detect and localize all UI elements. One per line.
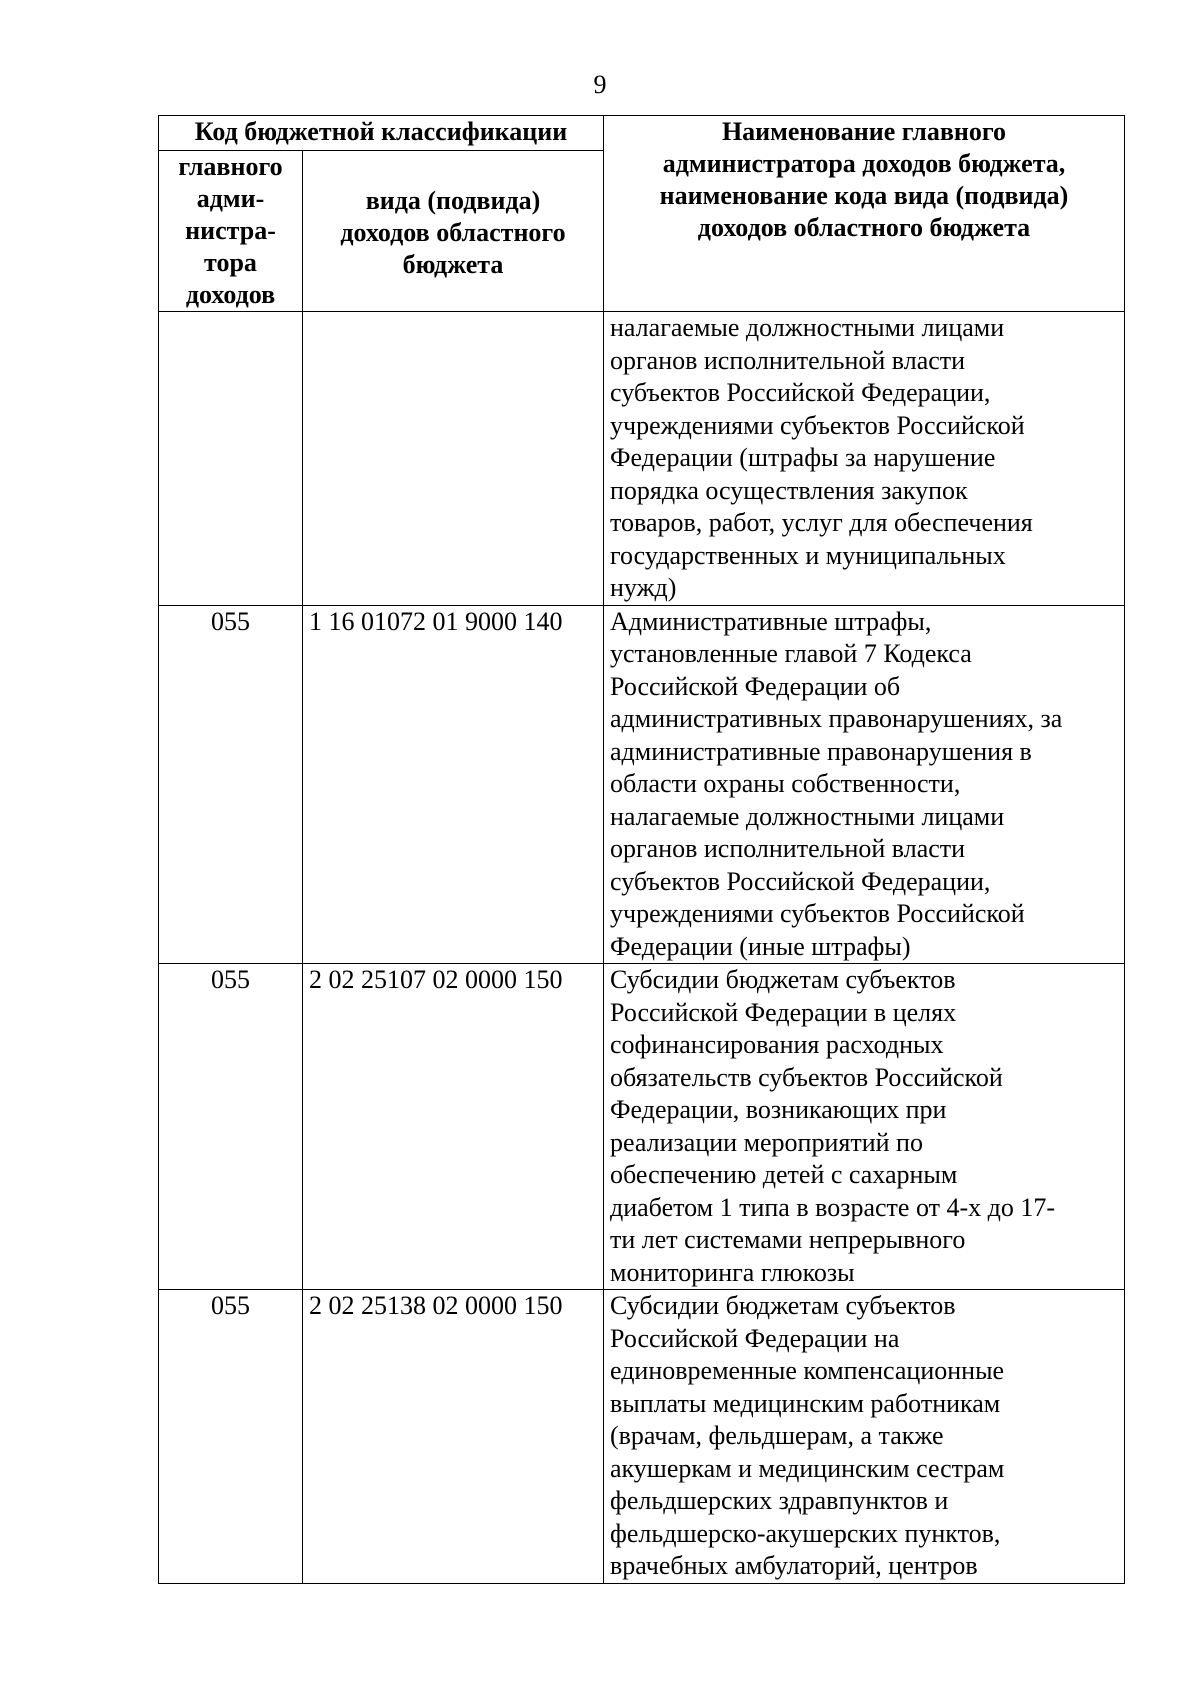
name-line: нужд) (610, 573, 677, 602)
name-line: налагаемые должностными лицами (610, 801, 1005, 831)
header-line: доходов областного бюджета (697, 213, 1031, 242)
income-name-cell (604, 964, 1125, 1290)
name-line: товаров, работ, услуг для обеспечения (610, 508, 1033, 537)
budget-classification-table (158, 115, 1125, 1584)
page-number: 9 (593, 70, 607, 99)
income-name-cell (604, 605, 1125, 964)
header-line: нистра- (185, 216, 276, 245)
name-line: Российской Федерации об (610, 671, 901, 701)
header-line: тора (204, 248, 257, 277)
name-line: порядка осуществления закупок (610, 475, 968, 505)
classification-group-header: Код бюджетной классификации (159, 116, 604, 151)
income-code-cell: 1 16 01072 01 9000 140 (303, 605, 604, 964)
name-line: фельдшерско-акушерских пунктов, (610, 1518, 1001, 1548)
name-line: мониторинга глюкозы (610, 1257, 855, 1287)
income-code-cell (303, 312, 604, 606)
income-name-cell (604, 312, 1125, 606)
admin-code-cell: 055 (159, 1290, 303, 1584)
name-line: выплаты медицинским работникам (610, 1388, 1001, 1418)
income-code-cell: 2 02 25107 02 0000 150 (303, 964, 604, 1290)
income-code-cell: 2 02 25138 02 0000 150 (303, 1290, 604, 1584)
name-line: Федерации (штрафы за нарушение (610, 443, 996, 472)
name-line: области охраны собственности, (610, 769, 961, 798)
header-line: доходов областного (340, 218, 566, 247)
header-line: бюджета (402, 250, 504, 279)
table-row (159, 312, 1125, 606)
table-row (159, 1290, 1125, 1584)
admin-code-cell (159, 312, 303, 606)
name-line: реализации мероприятий по (610, 1127, 923, 1157)
name-line: административные правонарушения в (610, 736, 1032, 766)
admin-column-header (159, 151, 303, 312)
name-line: диабетом 1 типа в возрасте от 4-х до 17- (610, 1192, 1056, 1222)
header-line: Наименование главного (721, 117, 1007, 146)
name-line: врачебных амбулаторий, центров (610, 1551, 978, 1580)
name-line: (врачам, фельдшерам, а также (610, 1421, 944, 1450)
name-line: административных правонарушениях, за (610, 704, 1063, 733)
name-line: фельдшерских здравпунктов и (610, 1486, 949, 1515)
name-line: обязательств субъектов Российской (610, 1062, 1003, 1092)
header-line: вида (подвида) (365, 186, 541, 215)
name-line: учреждениями субъектов Российской (610, 899, 1025, 928)
name-line: Российской Федерации на (610, 1323, 900, 1353)
name-line: Административные штрафы, (610, 606, 932, 636)
name-line: Субсидии бюджетам субъектов (610, 1291, 956, 1320)
header-line: наименование кода вида (подвида) (659, 181, 1069, 210)
admin-code-cell: 055 (159, 605, 303, 964)
name-line: органов исполнительной власти (610, 345, 966, 375)
table-row (159, 605, 1125, 964)
name-line: субъектов Российской Федерации, (610, 866, 991, 896)
header-line: главного (178, 152, 283, 181)
name-line: органов исполнительной власти (610, 834, 966, 863)
name-line: установленные главой 7 Кодекса (610, 639, 972, 668)
name-line: софинансирования расходных (610, 1030, 944, 1059)
table-header-row (159, 116, 1125, 151)
name-line: акушеркам и медицинским сестрам (610, 1453, 1005, 1483)
header-line: доходов (185, 280, 276, 309)
header-line: администратора доходов бюджета, (662, 149, 1066, 178)
code-column-header (303, 151, 604, 312)
name-line: субъектов Российской Федерации, (610, 378, 991, 407)
header-line: адми- (196, 184, 265, 213)
table-row (159, 964, 1125, 1290)
name-line: обеспечению детей с сахарным (610, 1160, 958, 1189)
name-line: налагаемые должностными лицами (610, 313, 1005, 342)
name-column-header (604, 116, 1125, 312)
income-name-cell (604, 1290, 1125, 1584)
name-line: Субсидии бюджетам субъектов (610, 965, 956, 994)
name-line: Федерации (иные штрафы) (610, 931, 911, 961)
name-line: Федерации, возникающих при (610, 1095, 947, 1124)
admin-code-cell: 055 (159, 964, 303, 1290)
name-line: государственных и муниципальных (610, 540, 1006, 570)
name-line: ти лет системами непрерывного (610, 1225, 966, 1254)
name-line: Российской Федерации в целях (610, 997, 957, 1027)
name-line: единовременные компенсационные (610, 1356, 1005, 1385)
name-line: учреждениями субъектов Российской (610, 410, 1025, 440)
